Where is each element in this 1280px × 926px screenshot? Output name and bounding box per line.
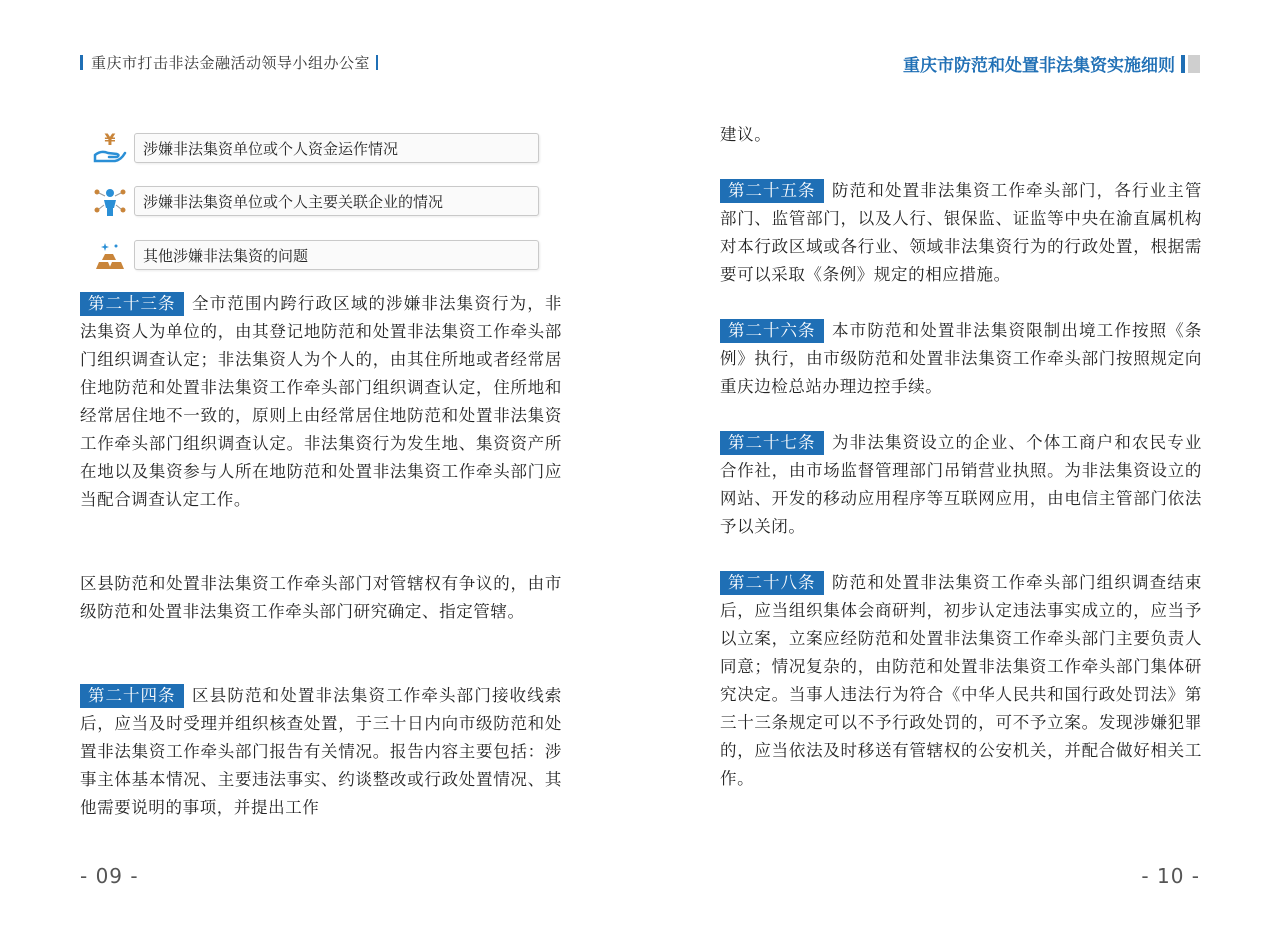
article-text: 本市防范和处置非法集资限制出境工作按照《条例》执行，由市级防范和处置非法集资工作牵头部门按照规定向重庆边检总站办理边控手续。 bbox=[720, 321, 1202, 396]
list-item bbox=[90, 184, 539, 218]
article-26 bbox=[720, 317, 1202, 401]
article-text: 建议。 bbox=[720, 125, 772, 144]
article-tag: 第二十四条 bbox=[80, 684, 184, 708]
article-text: 防范和处置非法集资工作牵头部门，各行业主管部门、监管部门，以及人行、银保监、证监等中央在渝直属机构对本行政区域或各行业、领域非法集资行为的行政处置，根据需要可以采取《条例》规定的相应措施。 bbox=[720, 181, 1202, 284]
continuation-text bbox=[720, 121, 1202, 149]
article-27 bbox=[720, 429, 1202, 541]
article-tag: 第二十五条 bbox=[720, 179, 824, 203]
article-text: 全市范围内跨行政区域的涉嫌非法集资行为，非法集资人为单位的，由其登记地防范和处置非法集资工作牵头部门组织调查认定；非法集资人为个人的，由其住所地或者经常居住地防范和处置非法集资工作牵头部门组织调查认定，住所地和经常居住地不一致的，原则上由经常居住地防范和处置非法集资工作牵头部门组织调查认定。非法集资行为发生地、集资资产所在地以及集资参与人所在地防范和处置非法集资工作牵头部门应当配合调查认定工作。 bbox=[80, 294, 562, 509]
article-25 bbox=[720, 177, 1202, 289]
item-label: 涉嫌非法集资单位或个人资金运作情况 bbox=[134, 133, 539, 163]
article-text: 为非法集资设立的企业、个体工商户和农民专业合作社，由市场监督管理部门吊销营业执照。为非法集资设立的网站、开发的移动应用程序等互联网应用，由电信主管部门依法予以关闭。 bbox=[720, 433, 1202, 536]
gold-bars-icon bbox=[90, 238, 130, 272]
right-header-title: 重庆市防范和处置非法集资实施细则 bbox=[903, 56, 1175, 76]
page-number-left: - 09 - bbox=[80, 864, 139, 888]
article-text: 区县防范和处置非法集资工作牵头部门对管辖权有争议的，由市级防范和处置非法集资工作牵头部门研究确定、指定管辖。 bbox=[80, 574, 562, 621]
svg-text:¥: ¥ bbox=[104, 131, 116, 149]
article-tag: 第二十六条 bbox=[720, 319, 824, 343]
right-header bbox=[903, 51, 1200, 76]
article-28 bbox=[720, 569, 1202, 793]
item-label: 涉嫌非法集资单位或个人主要关联企业的情况 bbox=[134, 186, 539, 216]
list-item bbox=[90, 131, 539, 165]
article-23 bbox=[80, 290, 562, 514]
article-23-paragraph-2 bbox=[80, 570, 562, 626]
article-tag: 第二十三条 bbox=[80, 292, 184, 316]
left-header-title: 重庆市打击非法金融活动领导小组办公室 bbox=[91, 54, 371, 72]
header-divider bbox=[376, 55, 378, 70]
list-item bbox=[90, 238, 539, 272]
article-tag: 第二十七条 bbox=[720, 431, 824, 455]
network-person-icon bbox=[90, 184, 130, 218]
left-header bbox=[80, 52, 378, 73]
right-page bbox=[640, 0, 1280, 926]
article-24 bbox=[80, 682, 562, 822]
article-tag: 第二十八条 bbox=[720, 571, 824, 595]
header-grey-bar bbox=[1188, 55, 1200, 73]
header-accent-bar bbox=[1181, 55, 1185, 73]
item-label: 其他涉嫌非法集资的问题 bbox=[134, 240, 539, 270]
article-text: 区县防范和处置非法集资工作牵头部门接收线索后，应当及时受理并组织核查处置，于三十日内向市级防范和处置非法集资工作牵头部门报告有关情况。报告内容主要包括：涉事主体基本情况、主要违法事实、约谈整改或行政处置情况、其他需要说明的事项，并提出工作 bbox=[80, 686, 562, 817]
money-hand-icon bbox=[90, 131, 130, 165]
header-accent-bar bbox=[80, 55, 83, 70]
page-number-right: - 10 - bbox=[1141, 864, 1200, 888]
article-text: 防范和处置非法集资工作牵头部门组织调查结束后，应当组织集体会商研判，初步认定违法事实成立的，应当予以立案，立案应经防范和处置非法集资工作牵头部门主要负责人同意；情况复杂的，由防范和处置非法集资工作牵头部门集体研究决定。当事人违法行为符合《中华人民共和国行政处罚法》第三十三条规定可以不予行政处罚的，可不予立案。发现涉嫌犯罪的，应当依法及时移送有管辖权的公安机关，并配合做好相关工作。 bbox=[720, 573, 1202, 788]
